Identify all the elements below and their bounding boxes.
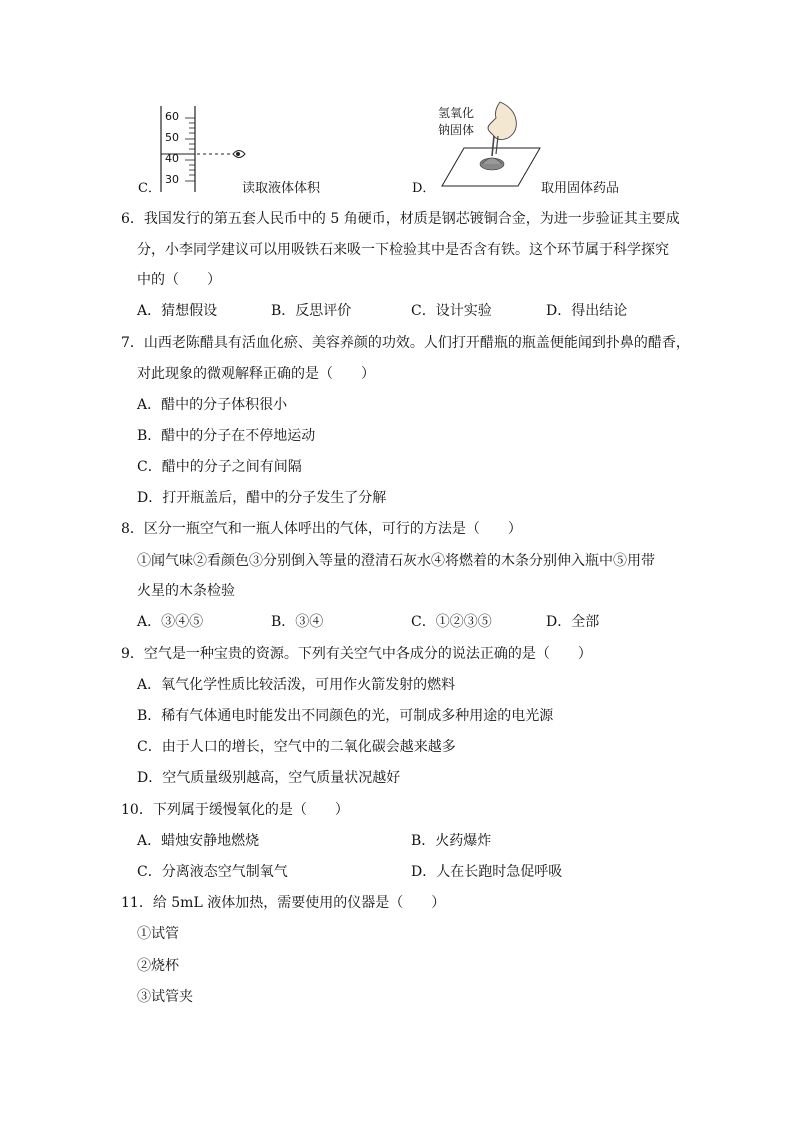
hand-taking-solid-diagram: [438, 98, 558, 193]
tick-40: 40: [165, 152, 179, 165]
q8-option-a[interactable]: A．③④⑤: [137, 614, 204, 630]
q11-item-2[interactable]: ②烧杯: [137, 958, 179, 974]
q9-option-d[interactable]: D．空气质量级别越高，空气质量状况越好: [137, 770, 401, 786]
tick-50: 50: [165, 131, 179, 144]
q7-line-2: 对此现象的微观解释正确的是（ ）: [137, 366, 375, 382]
figure-d: [410, 98, 640, 202]
q9-option-a[interactable]: A．氧气化学性质比较活泼，可用作火箭发射的燃料: [137, 677, 456, 693]
q7-option-d[interactable]: D．打开瓶盖后，醋中的分子发生了分解: [137, 490, 387, 506]
tick-30: 30: [165, 173, 179, 186]
q9-line-1: 9．空气是一种宝贵的资源。下列有关空气中各成分的说法正确的是（ ）: [121, 646, 592, 662]
tick-60: 60: [165, 110, 179, 123]
reagent-note-line1: 氢氧化: [438, 106, 475, 120]
q6-option-c[interactable]: C．设计实验: [411, 303, 492, 319]
q9-option-c[interactable]: C．由于人口的增长，空气中的二氧化碳会越来越多: [137, 739, 456, 755]
q6-line-3: 中的（ ）: [137, 272, 221, 288]
q7-option-b[interactable]: B．醋中的分子在不停地运动: [137, 428, 316, 444]
q8-option-b[interactable]: B．③④: [271, 614, 324, 630]
figure-c: [135, 100, 365, 200]
option-d-label: D．: [412, 181, 436, 196]
q6-option-a[interactable]: A．猜想假设: [137, 303, 218, 319]
q6-line-1: 6．我国发行的第五套人民币中的 5 角硬币，材质是钢芯镀铜合金，为进一步验证其主要成: [121, 211, 680, 227]
q6-option-d[interactable]: D．得出结论: [546, 303, 628, 319]
q10-option-c[interactable]: C．分离液态空气制氧气: [137, 864, 288, 880]
eye-icon: [233, 151, 245, 158]
q11-item-3[interactable]: ③试管夹: [137, 989, 193, 1005]
q10-option-b[interactable]: B．火药爆炸: [411, 833, 492, 849]
q8-line-2: ①闻气味②看颜色③分别倒入等量的澄清石灰水④将燃着的木条分别伸入瓶中⑤用带: [137, 553, 655, 569]
q8-option-d[interactable]: D．全部: [546, 614, 600, 630]
q10-option-a[interactable]: A．蜡烛安静地燃烧: [137, 833, 260, 849]
q7-option-c[interactable]: C．醋中的分子之间有间隔: [137, 459, 302, 475]
q6-line-2: 分，小李同学建议可以用吸铁石来吸一下检验其中是否含有铁。这个环节属于科学探究: [137, 242, 669, 258]
option-c-label: C．: [138, 181, 161, 196]
reagent-note-line2: 钠固体: [438, 123, 475, 137]
q8-option-c[interactable]: C．①②③⑤: [411, 614, 492, 630]
q6-option-b[interactable]: B．反思评价: [271, 303, 352, 319]
q10-option-d[interactable]: D．人在长跑时急促呼吸: [411, 864, 563, 880]
q7-option-a[interactable]: A．醋中的分子体积很小: [137, 397, 288, 413]
q9-option-b[interactable]: B．稀有气体通电时能发出不同颜色的光，可制成多种用途的电光源: [137, 708, 554, 724]
option-d-caption: 取用固体药品: [541, 181, 620, 196]
q10-line-1: 10．下列属于缓慢氧化的是（ ）: [121, 802, 349, 818]
q8-line-3: 火星的木条检验: [137, 583, 235, 599]
option-c-caption: 读取液体体积: [242, 181, 321, 196]
q7-line-1: 7．山西老陈醋具有活血化瘀、美容养颜的功效。人们打开醋瓶的瓶盖便能闻到扑鼻的醋香，: [121, 335, 690, 351]
q8-line-1: 8．区分一瓶空气和一瓶人体呼出的气体，可行的方法是（ ）: [121, 521, 522, 537]
q11-item-1[interactable]: ①试管: [137, 926, 179, 942]
q11-line-1: 11．给 5mL 液体加热，需要使用的仪器是（ ）: [121, 895, 446, 911]
